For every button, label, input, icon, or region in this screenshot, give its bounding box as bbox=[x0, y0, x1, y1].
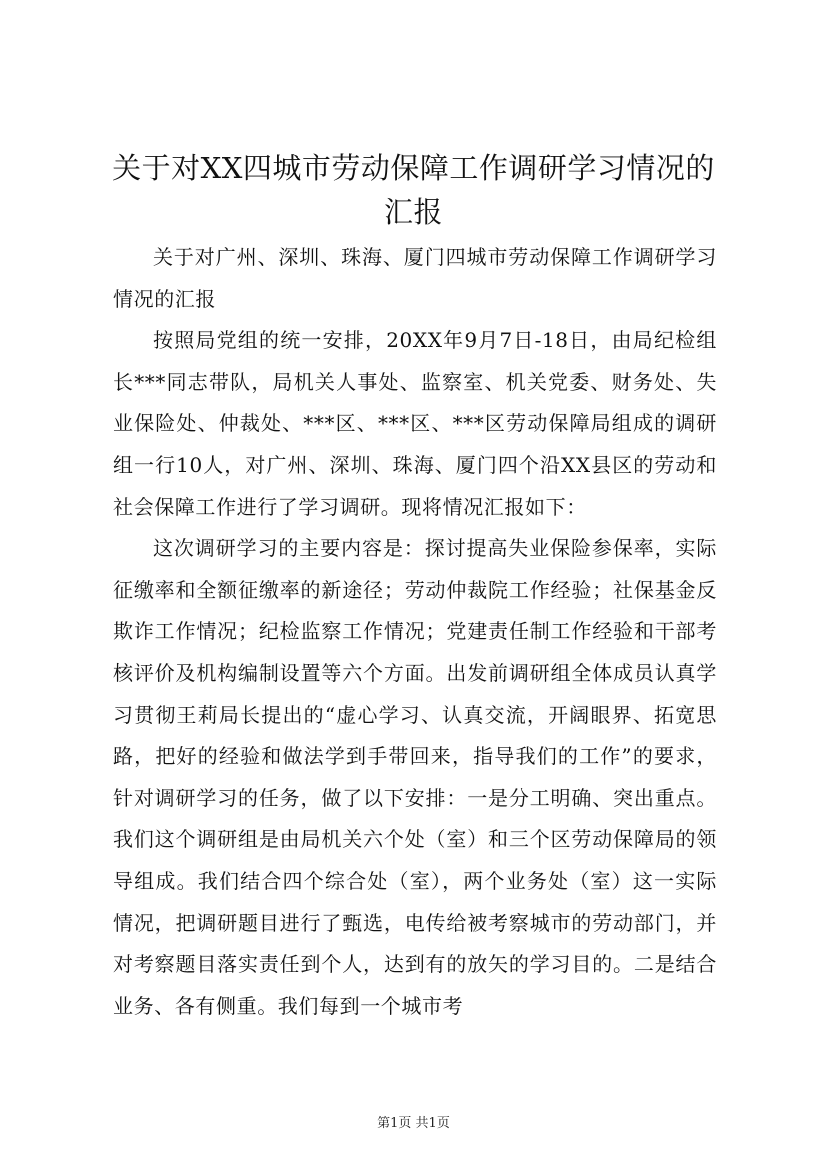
paragraph-arrangement: 按照局党组的统一安排，20XX年9月7日-18日，由局纪检组长***同志带队，局机关人事处、监察室、机关党委、财务处、失业保险处、仲裁处、***区、***区、***区劳动保障局组成的调研组一行10人，对广州、深圳、珠海、厦门四个沿XX县区的劳动和社会保障工作进行了学习调研。现将情况汇报如下： bbox=[113, 328, 717, 519]
paragraph-content: 这次调研学习的主要内容是：探讨提高失业保险参保率，实际征缴率和全额征缴率的新途径；劳动仲裁院工作经验；社保基金反欺诈工作情况；纪检监察工作情况；党建责任制工作经验和干部考核评价及机构编制设置等六个方面。出发前调研组全体成员认真学习贯彻王莉局长提出的“虚心学习、认真交流，开阔眼界、拓宽思路，把好的经验和做法学到手带回来，指导我们的工作”的要求，针对调研学习的任务，做了以下安排：一是分工明确、突出重点。我们这个调研组是由局机关六个处（室）和三个区劳动保障局的领导组成。我们结合四个综合处（室），两个业务处（室）这一实际情况，把调研题目进行了甄选，电传给被考察城市的劳动部门，并对考察题目落实责任到个人，达到有的放矢的学习目的。二是结合业务、各有侧重。我们每到一个城市考 bbox=[113, 536, 717, 1018]
document-title: 关于对XX四城市劳动保障工作调研学习情况的汇报 bbox=[112, 151, 715, 229]
paragraph-subtitle: 关于对广州、深圳、珠海、厦门四城市劳动保障工作调研学习情况的汇报 bbox=[113, 245, 717, 311]
page-footer: 第1页 共1页 bbox=[377, 1116, 450, 1131]
document-body bbox=[113, 237, 717, 1027]
